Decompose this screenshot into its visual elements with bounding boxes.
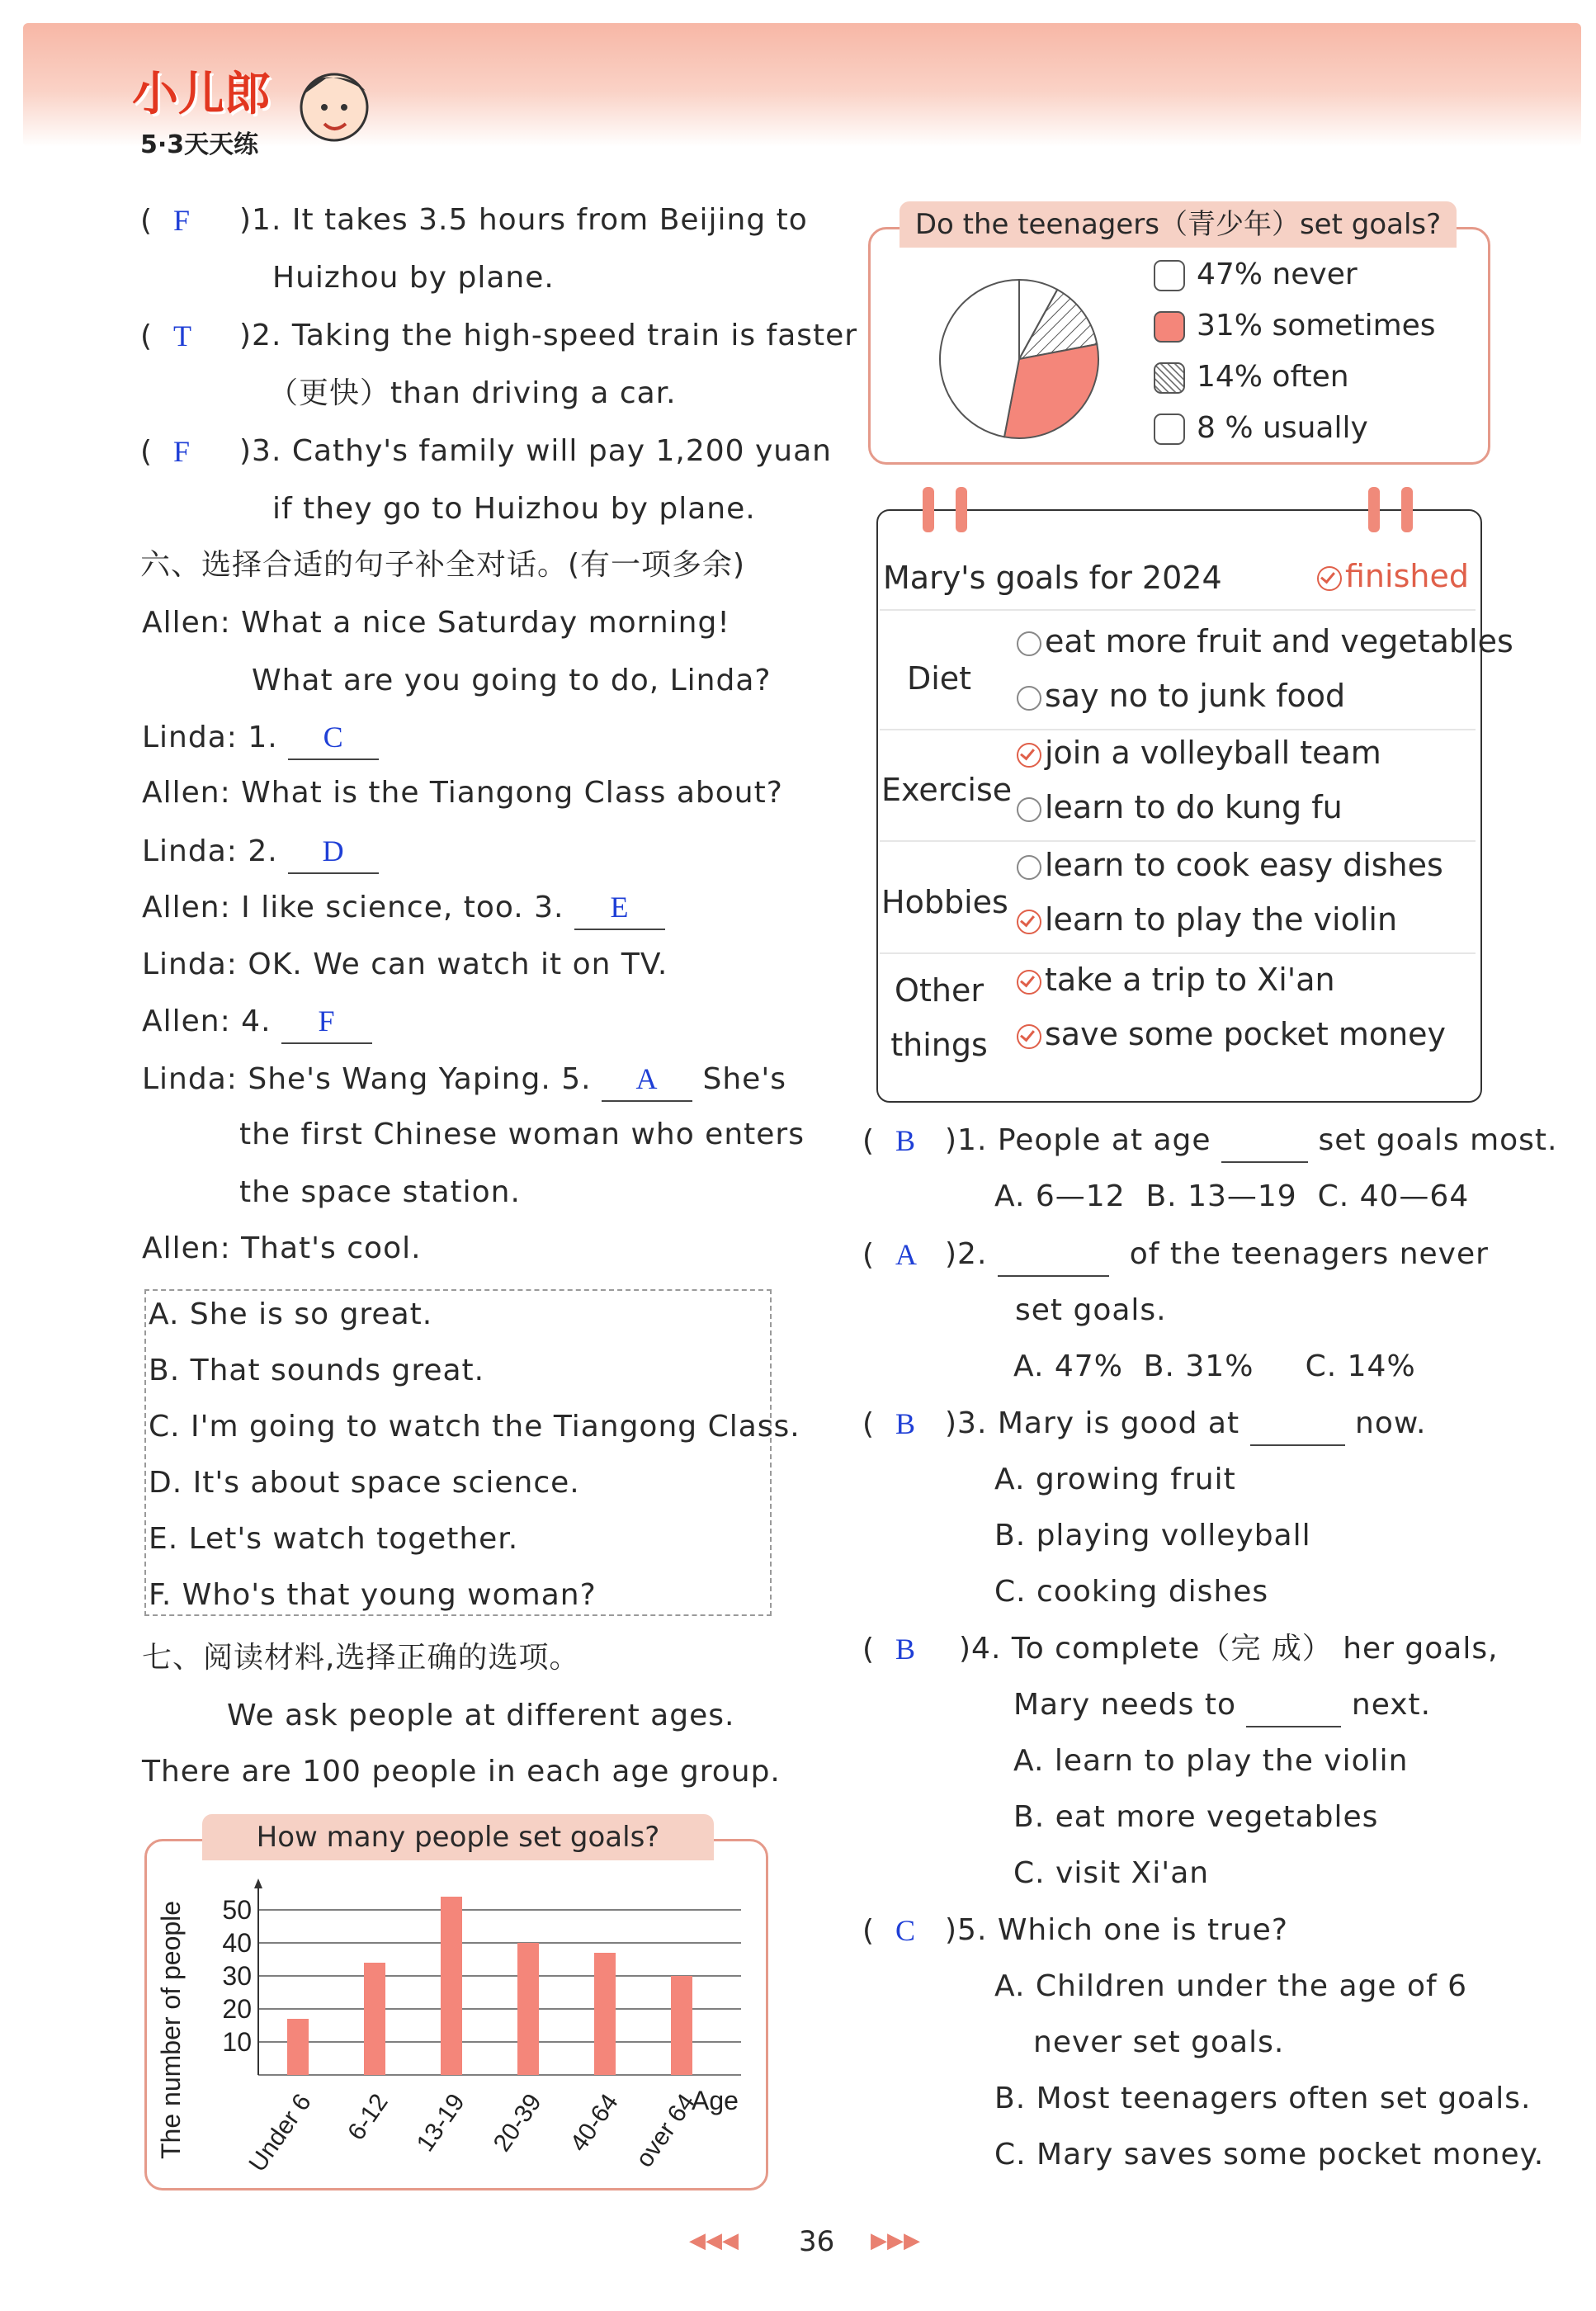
goal-category: Hobbies xyxy=(881,884,1008,920)
dialogue-allen-1: Allen: What a nice Saturday morning! xyxy=(142,606,730,640)
x-tick-label: 20-39 xyxy=(488,2089,547,2157)
answer: E xyxy=(610,891,630,924)
question-text-cont: Huizhou by plane. xyxy=(272,261,555,295)
goal-item: take a trip to Xi'an xyxy=(1017,962,1335,998)
y-tick-label: 20 xyxy=(222,1994,252,2024)
mc-option: C. cooking dishes xyxy=(994,1575,1269,1609)
mc-answer-5: ( C xyxy=(862,1914,916,1948)
checked-circle-icon xyxy=(1017,970,1041,995)
bar xyxy=(364,1963,385,2075)
chart-xlabel: Age xyxy=(692,2086,739,2115)
brand-subtitle: 5·3天天练 xyxy=(140,130,259,159)
answer: F xyxy=(172,204,191,237)
mc-option: A. Children under the age of 6 xyxy=(994,1969,1468,2003)
reading-text-1: We ask people at different ages. xyxy=(227,1699,735,1732)
goal-item: say no to junk food xyxy=(1017,678,1345,714)
chart-ylabel: The number of people xyxy=(156,1900,186,2159)
answer: F xyxy=(318,1004,336,1037)
goal-item: join a volleyball team xyxy=(1017,735,1381,771)
option-f: F. Who's that young woman? xyxy=(149,1578,597,1612)
y-tick-label: 50 xyxy=(222,1895,252,1925)
question-text: )3. Cathy's family will pay 1,200 yuan xyxy=(239,434,832,468)
prev-arrows-icon: ◀◀◀ xyxy=(689,2228,739,2253)
answer: B xyxy=(895,1124,916,1157)
legend-swatch xyxy=(1154,414,1185,445)
bar xyxy=(441,1897,462,2075)
mc-option: C. Mary saves some pocket money. xyxy=(994,2138,1545,2172)
section-6-title: 六、选择合适的句子补全对话。(有一项多余) xyxy=(140,548,746,582)
dialogue-allen-5: Allen: That's cool. xyxy=(142,1231,422,1265)
x-tick-label: Under 6 xyxy=(243,2089,317,2177)
pie-slice-never xyxy=(940,280,1019,437)
answer: F xyxy=(172,435,191,468)
empty-circle-icon xyxy=(1017,631,1041,656)
answer: T xyxy=(172,319,192,352)
mc-question-4-cont: Mary needs to next. xyxy=(1013,1685,1431,1727)
bar xyxy=(517,1943,539,2075)
legend-swatch xyxy=(1154,311,1185,343)
legend-item: 31% sometimes xyxy=(1154,309,1436,343)
x-tick-label: over 64 xyxy=(630,2089,701,2172)
dialogue-allen-3: Allen: I like science, too. 3. E xyxy=(142,886,665,930)
mc-option: B. eat more vegetables xyxy=(1013,1800,1379,1834)
y-tick-label: 40 xyxy=(222,1928,252,1958)
goal-item: save some pocket money xyxy=(1017,1016,1446,1052)
question-text: )2. Taking the high-speed train is faster xyxy=(239,319,858,352)
mc-option: B. Most teenagers often set goals. xyxy=(994,2082,1532,2115)
option-e: E. Let's watch together. xyxy=(149,1522,519,1556)
goal-category: Exercise xyxy=(881,772,1013,808)
pie-chart-title: Do the teenagers（青少年）set goals? xyxy=(900,201,1457,248)
mc-options-1: A. 6—12 B. 13—19 C. 40—64 xyxy=(994,1179,1470,1213)
mascot-icon xyxy=(293,58,375,157)
dialogue-linda-4b: the first Chinese woman who enters xyxy=(239,1118,805,1151)
mc-answer-2: ( A xyxy=(862,1238,918,1272)
section-7-title: 七、阅读材料,选择正确的选项。 xyxy=(142,1641,580,1675)
mc-option-cont: never set goals. xyxy=(1033,2025,1285,2059)
bar xyxy=(594,1953,616,2075)
empty-circle-icon xyxy=(1017,797,1041,822)
legend-item: 47% never xyxy=(1154,258,1358,291)
bar-chart xyxy=(147,1862,761,2184)
mc-option: C. visit Xi'an xyxy=(1013,1856,1210,1890)
mc-answer-4: ( B xyxy=(862,1633,916,1666)
goal-category: Other things xyxy=(890,972,988,1063)
x-tick-label: 13-19 xyxy=(411,2089,470,2157)
pie-chart xyxy=(933,272,1106,446)
checked-circle-icon xyxy=(1017,910,1041,934)
question-text-cont: （更快）than driving a car. xyxy=(268,376,677,410)
finished-legend: finished xyxy=(1317,558,1469,594)
option-c: C. I'm going to watch the Tiangong Class. xyxy=(149,1410,800,1444)
answer: D xyxy=(322,834,345,867)
question-text-cont: if they go to Huizhou by plane. xyxy=(272,492,756,526)
legend-item: 8 % usually xyxy=(1154,411,1368,445)
mc-answer-1: ( B xyxy=(862,1124,916,1158)
bar-chart-title: How many people set goals? xyxy=(202,1814,714,1860)
mc-question-2-cont: set goals. xyxy=(1015,1293,1167,1327)
dialogue-linda-4c: the space station. xyxy=(239,1175,521,1209)
goal-item: eat more fruit and vegetables xyxy=(1017,623,1513,659)
empty-circle-icon xyxy=(1017,855,1041,880)
legend-swatch xyxy=(1154,260,1185,291)
option-d: D. It's about space science. xyxy=(149,1466,580,1500)
goal-item: learn to cook easy dishes xyxy=(1017,847,1443,883)
y-tick-label: 30 xyxy=(222,1961,252,1991)
answer: A xyxy=(635,1062,659,1095)
bar xyxy=(287,2019,309,2075)
answer: C xyxy=(323,721,344,754)
dialogue-linda-4: Linda: She's Wang Yaping. 5. A She's xyxy=(142,1058,786,1102)
mc-question-1: )1. People at age set goals most. xyxy=(945,1120,1557,1163)
mc-question-4: )4. To complete（完 成） her goals, xyxy=(959,1632,1499,1666)
mc-question-2: )2. of the teenagers never xyxy=(945,1234,1489,1277)
check-icon xyxy=(1317,566,1342,591)
answer: A xyxy=(895,1238,918,1271)
marys-goals-title: Mary's goals for 2024 xyxy=(883,560,1222,596)
y-tick-label: 10 xyxy=(222,2027,252,2057)
goal-item: learn to play the violin xyxy=(1017,901,1397,938)
y-axis-arrow-icon xyxy=(254,1879,262,1888)
dialogue-linda-2: Linda: 2. D xyxy=(142,830,379,874)
legend-swatch xyxy=(1154,362,1185,394)
legend-item: 14% often xyxy=(1154,360,1349,394)
mc-answer-3: ( B xyxy=(862,1407,916,1441)
brand-logo: 小儿郎 xyxy=(132,68,271,121)
dialogue-allen-2: Allen: What is the Tiangong Class about? xyxy=(142,776,783,810)
option-b: B. That sounds great. xyxy=(149,1354,485,1387)
goal-item: learn to do kung fu xyxy=(1017,789,1343,825)
x-tick-label: 6-12 xyxy=(342,2089,394,2146)
dialogue-allen-4: Allen: 4. F xyxy=(142,1000,372,1044)
bar xyxy=(671,1976,692,2075)
mc-option: A. growing fruit xyxy=(994,1463,1236,1496)
mc-option: A. learn to play the violin xyxy=(1013,1744,1409,1778)
mc-option: B. playing volleyball xyxy=(994,1519,1311,1552)
options-box xyxy=(144,1289,772,1616)
x-tick-label: 40-64 xyxy=(564,2089,624,2157)
mc-options-2: A. 47% B. 31% C. 14% xyxy=(1013,1349,1416,1383)
dialogue-linda-3: Linda: OK. We can watch it on TV. xyxy=(142,948,668,981)
checked-circle-icon xyxy=(1017,1024,1041,1049)
dialogue-allen-1b: What are you going to do, Linda? xyxy=(252,664,772,697)
option-a: A. She is so great. xyxy=(149,1297,433,1331)
checked-circle-icon xyxy=(1017,743,1041,768)
page-number: 36 xyxy=(799,2225,835,2258)
answer: B xyxy=(895,1633,916,1666)
ring-binder-icon-right xyxy=(1362,487,1428,536)
empty-circle-icon xyxy=(1017,686,1041,711)
mc-question-5: )5. Which one is true? xyxy=(945,1913,1288,1947)
answer: B xyxy=(895,1407,916,1440)
mc-question-3: )3. Mary is good at now. xyxy=(945,1403,1426,1446)
dialogue-linda-1: Linda: 1. C xyxy=(142,716,379,760)
goal-category: Diet xyxy=(906,660,972,697)
question-text: )1. It takes 3.5 hours from Beijing to xyxy=(239,203,808,237)
reading-text-2: There are 100 people in each age group. xyxy=(142,1755,781,1789)
ring-binder-icon-left xyxy=(916,487,982,536)
answer: C xyxy=(895,1914,916,1947)
next-arrows-icon: ▶▶▶ xyxy=(871,2228,920,2253)
